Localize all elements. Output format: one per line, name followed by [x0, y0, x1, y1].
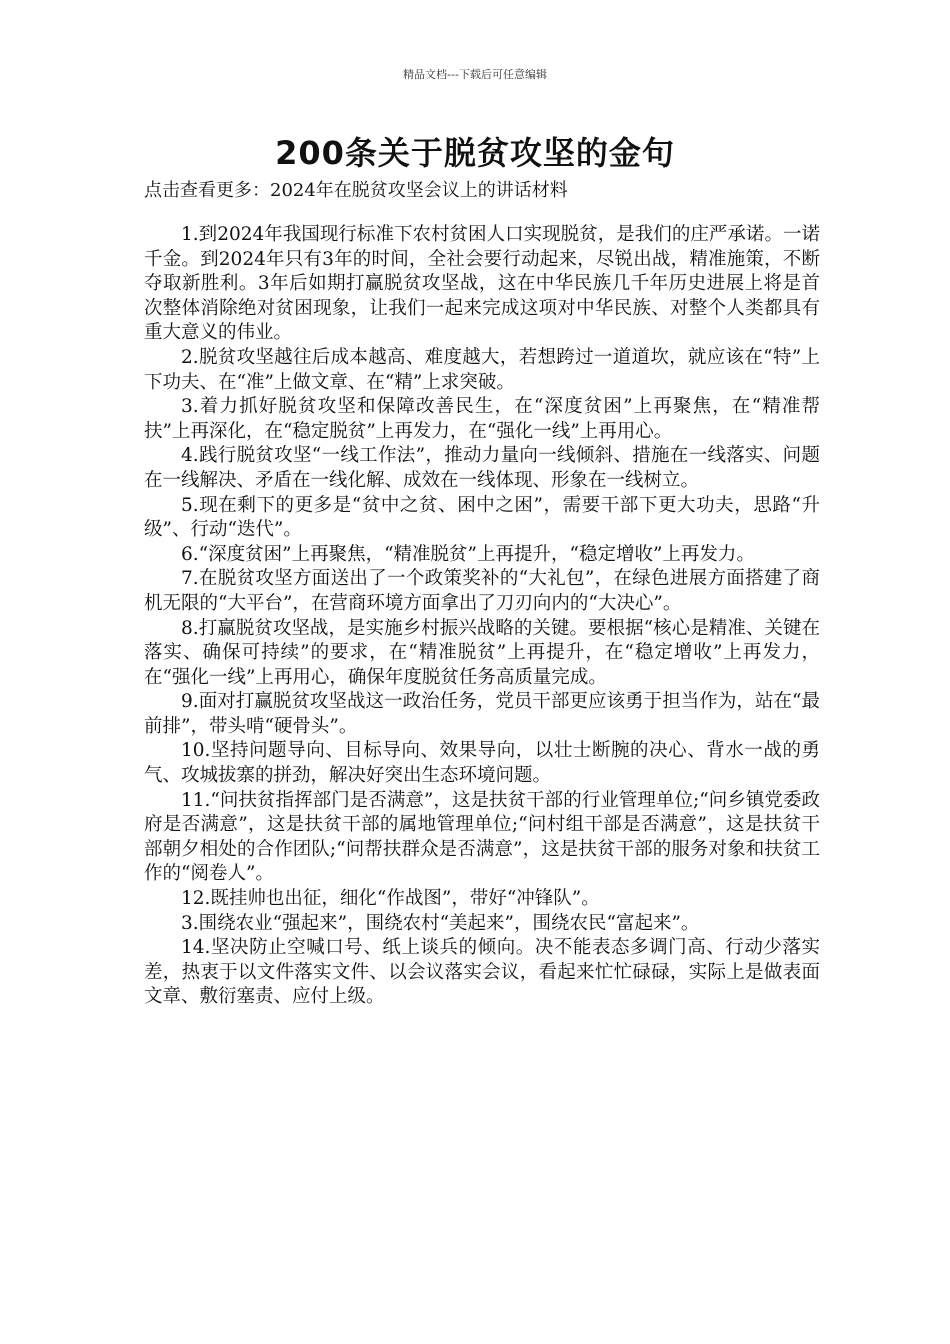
header-note: 精品文档---下载后可任意编辑 [403, 68, 547, 81]
paragraph-4: 4.践行脱贫攻坚“一线工作法”，推动力量向一线倾斜、措施在一线落实、问题在一线解决、矛盾在一线化解、成效在一线体现、形象在一线树立。 [144, 445, 820, 491]
paragraph-14: 14.坚决防止空喊口号、纸上谈兵的倾向。决不能表态多调门高、行动少落实差，热衷于以文件落实文件、以会议落实会议，看起来忙忙碌碌，实际上是做表面文章、敷衍塞责、应付上级。 [144, 937, 820, 1008]
paragraph-9: 9.面对打赢脱贫攻坚战这一政治任务，党员干部更应该勇于担当作为，站在“最前排”，带头啃“硬骨头”。 [144, 691, 820, 737]
more-link[interactable]: 点击查看更多：2024年在脱贫攻坚会议上的讲话材料 [144, 180, 568, 201]
body-text [144, 223, 820, 1010]
paragraph-11: 11.“问扶贫指挥部门是否满意”，这是扶贫干部的行业管理单位;“问乡镇党委政府是否满意”，这是扶贫干部的属地管理单位;“问村组干部是否满意”，这是扶贫干部朝夕相处的合作团队;“问帮扶群众是否满意”，这是扶贫干部的服务对象和扶贫工作的“阅卷人”。 [144, 789, 820, 885]
paragraph-5: 5.现在剩下的更多是“贫中之贫、困中之困”，需要干部下更大功夫，思路“升级”、行动“迭代”。 [144, 494, 820, 541]
page-title: 200条关于脱贫攻坚的金句 [275, 134, 675, 172]
paragraph-7: 7.在脱贫攻坚方面送出了一个政策奖补的“大礼包”，在绿色进展方面搭建了商机无限的“大平台”，在营商环境方面拿出了刀刃向内的“大决心”。 [144, 568, 820, 614]
paragraph-2: 2.脱贫攻坚越往后成本越高、难度越大，若想跨过一道道坎，就应该在“特”上下功夫、在“准”上做文章、在“精”上求突破。 [144, 346, 820, 393]
paragraph-3: 3.着力抓好脱贫攻坚和保障改善民生，在“深度贫困”上再聚焦，在“精准帮扶”上再深化，在“稳定脱贫”上再发力，在“强化一线”上再用心。 [144, 396, 820, 442]
paragraph-8: 8.打赢脱贫攻坚战，是实施乡村振兴战略的关键。要根据“核心是精准、关键在落实、确保可持续”的要求，在“精准脱贫”上再提升，在“稳定增收”上再发力，在“强化一线”上再用心，确保年度脱贫任务高质量完成。 [144, 617, 820, 688]
paragraph-6: 6.“深度贫困”上再聚焦，“精准脱贫”上再提升，“稳定增收”上再发力。 [181, 543, 755, 565]
paragraph-13: 3.围绕农业“强起来”，围绕农村“美起来”，围绕农民“富起来”。 [181, 912, 700, 934]
paragraph-12: 12.既挂帅也出征，细化“作战图”，带好“冲锋队”。 [181, 888, 600, 910]
paragraph-10: 10.坚持问题导向、目标导向、效果导向，以壮士断腕的决心、背水一战的勇气、攻城拔寨的拼劲，解决好突出生态环境问题。 [144, 740, 820, 787]
paragraph-1: 1.到2024年我国现行标准下农村贫困人口实现脱贫，是我们的庄严承诺。一诺千金。到2024年只有3年的时间，全社会要行动起来，尽锐出战，精准施策，不断夺取新胜利。3年后如期打赢脱贫攻坚战，这在中华民族几千年历史进展上将是首次整体消除绝对贫困现象，让我们一起来完成这项对中华民族、对整个人类都具有重大意义的伟业。 [144, 224, 820, 344]
